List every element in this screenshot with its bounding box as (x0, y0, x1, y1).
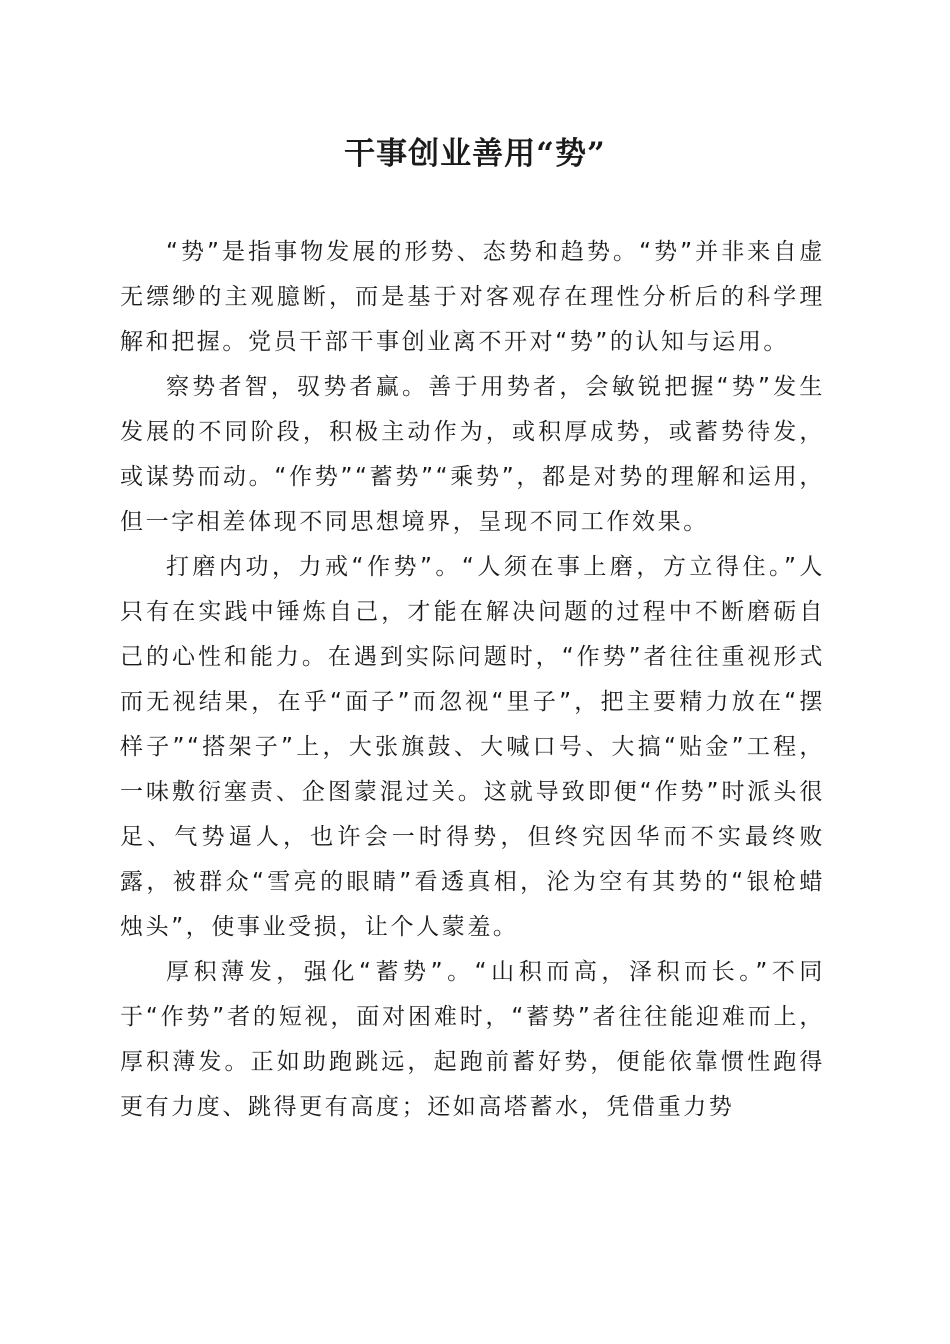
paragraph: “势”是指事物发展的形势、态势和趋势。“势”并非来自虚无缥缈的主观臆断，而是基于对客观存在理性分析后的科学理解和把握。党员干部干事创业离不开对“势”的认知与运用。 (120, 239, 825, 355)
paragraph: 察势者智，驭势者赢。善于用势者，会敏锐把握“势”发生发展的不同阶段，积极主动作为，或积厚成势，或蓄势待发，或谋势而动。“作势”“蓄势”“乘势”，都是对势的理解和运用，但一字相差体现不同思想境界，呈现不同工作效果。 (120, 374, 825, 535)
paragraph: 厚积薄发，强化“蓄势”。“山积而高，泽积而长。”不同于“作势”者的短视，面对困难时，“蓄势”者往往能迎难而上，厚积薄发。正如助跑跳远，起跑前蓄好势，便能依靠惯性跑得更有力度、跳得更有高度；还如高塔蓄水，凭借重力势 (120, 959, 825, 1120)
document-title: 干事创业善用“势” (344, 136, 606, 172)
paragraph: 打磨内功，力戒“作势”。“人须在事上磨，方立得住。”人只有在实践中锤炼自己，才能在解决问题的过程中不断磨砺自己的心性和能力。在遇到实际问题时，“作势”者往往重视形式而无视结果，在乎“面子”而忽视“里子”，把主要精力放在“摆样子”“搭架子”上，大张旗鼓、大喊口号、大搞“贴金”工程，一味敷衍塞责、企图蒙混过关。这就导致即便“作势”时派头很足、气势逼人，也许会一时得势，但终究因华而不实最终败露，被群众“雪亮的眼睛”看透真相，沦为空有其势的“银枪蜡烛头”，使事业受损，让个人蒙羞。 (120, 554, 825, 940)
document-body (120, 230, 825, 1130)
